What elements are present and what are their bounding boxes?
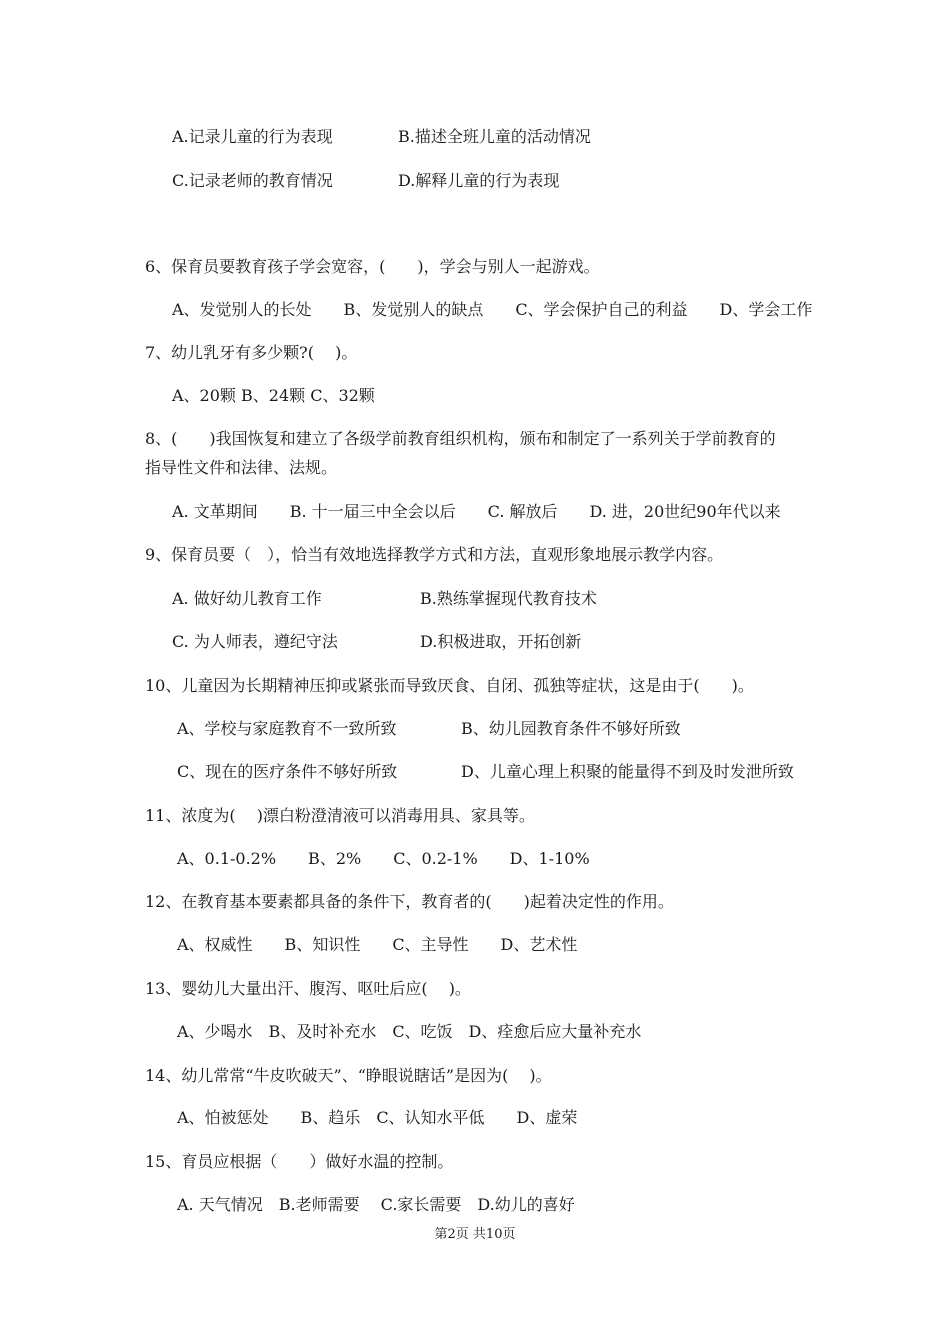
q14-stem: 14、幼儿常常“牛皮吹破天”、“睁眼说瞎话”是因为( )。 xyxy=(145,1066,552,1085)
page-footer: 第2页 共10页 xyxy=(434,1227,516,1242)
q10-option-a: A、学校与家庭教育不一致所致 xyxy=(177,719,397,738)
q12-options: A、权威性 B、知识性 C、主导性 D、艺术性 xyxy=(177,935,578,954)
q9-stem: 9、保育员要（ ），恰当有效地选择教学方式和方法，直观形象地展示教学内容。 xyxy=(145,545,724,564)
q10-option-c: C、现在的医疗条件不够好所致 xyxy=(177,762,398,781)
q12-stem: 12、在教育基本要素都具备的条件下，教育者的( )起着决定性的作用。 xyxy=(145,892,674,911)
q11-options: A、0.1-0.2% B、2% C、0.2-1% D、1-10% xyxy=(177,849,590,868)
q10-option-d: D、儿童心理上积聚的能量得不到及时发泄所致 xyxy=(461,762,794,781)
q9-option-a: A. 做好幼儿教育工作 xyxy=(172,589,322,608)
q15-options: A. 天气情况 B.老师需要 C.家长需要 D.幼儿的喜好 xyxy=(177,1195,575,1214)
q13-stem: 13、婴幼儿大量出汗、腹泻、呕吐后应( )。 xyxy=(145,979,471,998)
q5-option-b: B.描述全班儿童的活动情况 xyxy=(398,127,591,146)
q5-option-d: D.解释儿童的行为表现 xyxy=(398,171,560,190)
q5-option-a: A.记录儿童的行为表现 xyxy=(172,127,333,146)
q9-option-c: C. 为人师表，遵纪守法 xyxy=(172,632,338,651)
q11-stem: 11、浓度为( )漂白粉澄清液可以消毒用具、家具等。 xyxy=(145,806,535,825)
q13-options: A、少喝水 B、及时补充水 C、吃饭 D、痊愈后应大量补充水 xyxy=(177,1022,642,1041)
q15-stem: 15、育员应根据（ ）做好水温的控制。 xyxy=(145,1152,454,1171)
q5-option-c: C.记录老师的教育情况 xyxy=(172,171,333,190)
q14-options: A、怕被惩处 B、趋乐 C、认知水平低 D、虚荣 xyxy=(177,1108,578,1127)
q8-options: A. 文革期间 B. 十一届三中全会以后 C. 解放后 D. 进，20世纪90年代以来 xyxy=(172,502,781,521)
q10-option-b: B、幼儿园教育条件不够好所致 xyxy=(461,719,681,738)
q9-option-b: B.熟练掌握现代教育技术 xyxy=(420,589,597,608)
q8-stem-line2: 指导性文件和法律、法规。 xyxy=(145,458,338,477)
q6-stem: 6、保育员要教育孩子学会宽容，( )，学会与别人一起游戏。 xyxy=(145,257,600,276)
q6-options: A、发觉别人的长处 B、发觉别人的缺点 C、学会保护自己的利益 D、学会工作 xyxy=(172,300,813,319)
q7-options: A、20颗 B、24颗 C、32颗 xyxy=(172,386,375,405)
q8-stem-line1: 8、( )我国恢复和建立了各级学前教育组织机构，颁布和制定了一系列关于学前教育的 xyxy=(145,429,776,448)
q9-option-d: D.积极进取，开拓创新 xyxy=(420,632,582,651)
q7-stem: 7、幼儿乳牙有多少颗?( )。 xyxy=(145,343,358,362)
q10-stem: 10、儿童因为长期精神压抑或紧张而导致厌食、自闭、孤独等症状，这是由于( )。 xyxy=(145,676,754,695)
